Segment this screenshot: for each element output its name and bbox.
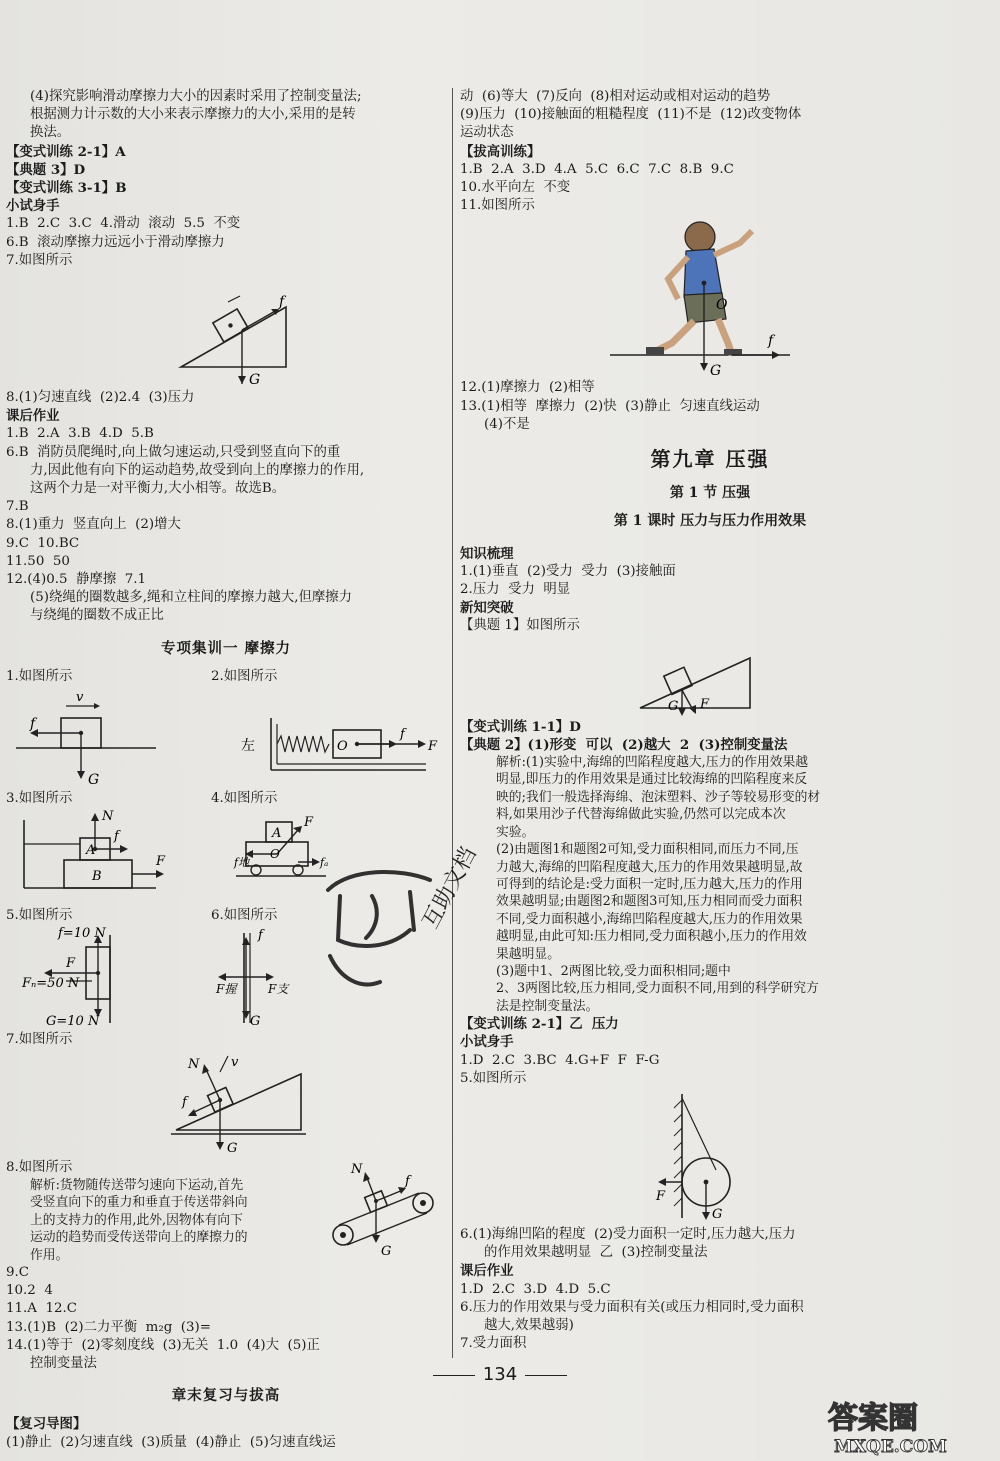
text-line: 1.D 2.C 3.BC 4.G+F F F-G	[460, 1052, 660, 1068]
answer-heading: 【典题 2】(1)形变 可以 (2)越大 2 (3)控制变量法	[460, 736, 788, 753]
label-F: F	[304, 815, 314, 831]
analysis-line: 映的;我们一般选择海绵、泡沫塑料、沙子等较易形变的材	[496, 789, 821, 805]
label-G: G	[250, 1014, 261, 1030]
label-O: O	[337, 739, 348, 755]
watermark-stamp	[310, 843, 482, 1030]
text-line: 越大,效果越弱)	[484, 1317, 574, 1333]
label-F: F	[428, 739, 438, 755]
page-number: 134	[482, 1364, 518, 1385]
text-line: 2.压力 受力 明显	[460, 582, 571, 598]
answer-heading: 【典题 3】D	[6, 161, 86, 178]
text-line: 7.如图所示	[6, 252, 73, 268]
left-column	[6, 88, 446, 1452]
label-v: v	[231, 1054, 239, 1070]
label-B: B	[92, 869, 102, 885]
text-line: 8.如图所示	[6, 1159, 73, 1175]
text-line: 9.C	[6, 1264, 30, 1280]
text-line: 根据测力计示数的大小来表示摩擦力的大小,采用的是转	[30, 107, 356, 123]
force-label-f: f	[279, 294, 285, 311]
section-title: 第 1 节 压强	[669, 485, 751, 502]
answer-heading: 【变式训练 1-1】D	[460, 718, 581, 735]
site-logo	[820, 1392, 990, 1458]
logo-site: MXQE.COM	[834, 1437, 947, 1457]
ball-on-wall-diagram	[460, 1090, 960, 1224]
right-column	[460, 88, 960, 1353]
label-v: v	[76, 690, 84, 706]
text-line: 11.50 50	[6, 553, 70, 569]
lesson-title: 第 1 课时 压力与压力作用效果	[613, 513, 807, 530]
label-f: f	[768, 333, 774, 350]
text-line: 11.如图所示	[460, 198, 535, 214]
text-line: 的作用效果越明显 乙 (3)控制变量法	[484, 1245, 708, 1261]
analysis-line: 上的支持力的作用,此外,因物体有向下	[30, 1212, 243, 1228]
analysis-line: 解析:(1)实验中,海绵的凹陷程度越大,压力的作用效果越	[496, 755, 809, 771]
text-line: 10.水平向左 不变	[460, 180, 571, 196]
answer-heading: 【变式训练 2-1】乙 压力	[460, 1016, 619, 1033]
text-line: 换法。	[30, 125, 71, 141]
text-line: 9.C 10.BC	[6, 535, 80, 551]
analysis-line: (2)由题图1和题图2可知,受力面积相同,而压力不同,压	[496, 842, 799, 858]
label-G: G	[668, 698, 679, 714]
text-line: 1.D 2.C 3.D 4.D 5.C	[460, 1281, 611, 1297]
label-A: A	[272, 826, 282, 842]
text-line: 7.B	[6, 499, 29, 515]
label-N: N	[102, 809, 114, 825]
label-O: O	[716, 297, 728, 314]
pressure-incline-diagram	[460, 638, 960, 716]
text-line: 6.B 滚动摩擦力远远小于滑动摩擦力	[6, 234, 225, 250]
text-line: 1.(1)垂直 (2)受力 受力 (3)接触面	[460, 563, 676, 579]
incline-block-diagram	[6, 272, 446, 387]
figure-7	[6, 1052, 446, 1157]
label-F: F	[700, 696, 710, 712]
text-line: 6.(1)海绵凹陷的程度 (2)受力面积一定时,压力越大,压力	[460, 1226, 796, 1242]
logo-brand: 答案圈	[828, 1401, 918, 1436]
text-line: 力,因此他有向下的运动趋势,故受到向上的摩擦力的作用,	[30, 462, 365, 478]
answer-heading: 【复习导图】	[6, 1416, 87, 1433]
label-G: G	[88, 772, 100, 789]
label-G: G	[712, 1206, 723, 1222]
analysis-line: 受竖直向下的重力和垂直于传送带斜向	[30, 1195, 248, 1211]
text-line: 8.(1)重力 竖直向上 (2)增大	[6, 517, 181, 533]
text-line: 1.B 2.A 3.B 4.D 5.B	[6, 426, 154, 442]
answer-heading: 【变式训练 2-1】A	[6, 143, 126, 160]
text-line: 7.受力面积	[460, 1336, 527, 1352]
text-line: (4)探究影响滑动摩擦力大小的因素时采用了控制变量法;	[30, 89, 362, 104]
label-f10: f=10 N	[58, 926, 106, 942]
analysis-line: 可得到的结论是:受力面积一定时,压力越大,压力的作用	[496, 876, 803, 892]
text-line: 【典题 1】如图所示	[460, 618, 580, 634]
analysis-line: 效果越明显;由题图2和题图3可知,压力相同而受力面积	[496, 894, 803, 910]
text-line: 11.A 12.C	[6, 1301, 78, 1317]
analysis-line: 明显,即压力的作用效果是通过比较海绵的凹陷程度来反	[496, 772, 808, 788]
figure-8-block	[6, 1159, 446, 1264]
label-left: 左	[241, 738, 255, 755]
text-line: 2.如图所示	[211, 668, 278, 684]
column-divider	[452, 88, 453, 1358]
text-line: 8.(1)匀速直线 (2)2.4 (3)压力	[6, 390, 195, 406]
runner-diagram	[460, 217, 960, 380]
text-line: 13.(1)相等 摩擦力 (2)快 (3)静止 匀速直线运动	[460, 398, 760, 414]
section-title: 章末复习与拔高	[171, 1387, 281, 1405]
label-N: N	[351, 1161, 363, 1177]
section-label: 新知突破	[460, 600, 514, 617]
label-Fn50: Fₙ=50 N	[22, 976, 80, 992]
footer-rule-left	[433, 1375, 475, 1376]
text-line: 4.如图所示	[211, 791, 278, 807]
text-line: (4)不是	[484, 416, 530, 432]
footer-rule-right	[525, 1375, 567, 1376]
text-line: (5)绕绳的圈数越多,绳和立柱间的摩擦力越大,但摩擦力	[30, 590, 353, 606]
text-line: (9)压力 (10)接触面的粗糙程度 (11)不是 (12)改变物体	[460, 107, 802, 123]
text-line: 1.B 2.C 3.C 4.滑动 滚动 5.5 不变	[6, 216, 241, 232]
chapter-title: 第九章 压强	[650, 447, 770, 472]
text-line: 3.如图所示	[6, 791, 73, 807]
text-line: 动 (6)等大 (7)反向 (8)相对运动或相对运动的趋势	[460, 89, 771, 104]
text-line: 10.2 4	[6, 1283, 53, 1299]
text-line: 6.B 消防员爬绳时,向上做匀速运动,只受到竖直向下的重	[6, 444, 341, 460]
page-footer	[400, 1364, 600, 1385]
text-line: 5.如图所示	[460, 1070, 527, 1086]
analysis-line: 不同,受力面积越小,海绵凹陷程度越大,压力的作用效果	[496, 911, 803, 927]
label-F: F	[656, 1188, 666, 1204]
text-line: 13.(1)B (2)二力平衡 m₂g (3)=	[6, 1319, 211, 1335]
analysis-line: 作用。	[30, 1247, 69, 1263]
section-label: 课后作业	[6, 408, 60, 425]
section-title: 专项集训一 摩擦力	[160, 639, 292, 657]
conveyor-belt-diagram	[321, 1157, 446, 1257]
figure-row	[6, 668, 446, 686]
text-line: 运动状态	[460, 125, 514, 141]
analysis-line: 法是控制变量法。	[496, 998, 599, 1014]
section-label: 知识梳理	[460, 545, 514, 562]
text-line: 12.(1)摩擦力 (2)相等	[460, 380, 595, 396]
label-f: f	[30, 716, 36, 733]
label-G10: G=10 N	[46, 1014, 100, 1030]
text-line: 14.(1)等于 (2)零刻度线 (3)无关 1.0 (4)大 (5)正	[6, 1337, 320, 1353]
text-line: 6.如图所示	[211, 908, 278, 924]
text-line: 5.如图所示	[6, 908, 73, 924]
force-label-G: G	[249, 372, 261, 389]
text-line: 1.B 2.A 3.D 4.A 5.C 6.C 7.C 8.B 9.C	[460, 161, 734, 177]
label-fA: fₐ	[320, 856, 329, 870]
label-N: N	[188, 1056, 200, 1072]
text-line: 这两个力是一对平衡力,大小相等。故选B。	[30, 481, 286, 497]
text-line: (1)静止 (2)匀速直线 (3)质量 (4)静止 (5)匀速直线运	[6, 1434, 336, 1450]
label-F: F	[66, 956, 76, 972]
text-line: 7.如图所示	[6, 1032, 73, 1048]
label-F-hold: F握	[216, 982, 237, 997]
label-G: G	[710, 363, 722, 380]
section-label: 小试身手	[6, 198, 60, 215]
section-label: 小试身手	[460, 1034, 514, 1051]
watermark-text: 互助文档	[418, 843, 482, 933]
label-A: A	[86, 843, 96, 859]
text-line: 控制变量法	[30, 1355, 97, 1371]
figure-row	[6, 790, 446, 808]
label-F-support: F支	[268, 982, 289, 997]
analysis-line: 力越大,海绵的凹陷程度越大,压力的作用效果越明显,故	[496, 859, 803, 875]
figures-1-2	[6, 688, 446, 788]
analysis-line: 实验。	[496, 824, 535, 840]
text-line: 1.如图所示	[6, 668, 73, 684]
analysis-line: (3)题中1、2两图比较,受力面积相同;题中	[496, 963, 731, 979]
analysis-line: 果越明显。	[496, 946, 560, 962]
label-f-ground: f地	[234, 856, 250, 870]
label-O: O	[270, 847, 280, 862]
analysis-line: 越明显,由此可知:压力相同,受力面积越小,压力的作用效	[496, 929, 807, 945]
label-F: F	[156, 854, 166, 870]
label-f: f	[400, 727, 405, 743]
analysis-line: 运动的趋势而受传送带向上的摩擦力的	[30, 1230, 248, 1246]
label-f: f	[258, 928, 263, 944]
text-line: 与绕绳的圈数不成正比	[30, 608, 164, 624]
section-label: 课后作业	[460, 1263, 514, 1280]
label-f: f	[182, 1094, 187, 1110]
analysis-line: 2、3两图比较,压力相同,受力面积不同,用到的科学研究方	[496, 981, 819, 997]
label-G: G	[381, 1243, 392, 1259]
label-f: f	[114, 829, 119, 845]
label-f: f	[405, 1173, 410, 1189]
analysis-line: 料,如果用沙子代替海绵做此实验,仍然可以完成本次	[496, 807, 786, 823]
answer-heading: 【变式训练 3-1】B	[6, 180, 127, 197]
analysis-line: 解析:货物随传送带匀速向下运动,首先	[30, 1177, 244, 1193]
label-G: G	[227, 1140, 238, 1156]
text-line: 6.压力的作用效果与受力面积有关(或压力相同时,受力面积	[460, 1299, 804, 1315]
answer-heading: 【拔高训练】	[460, 143, 541, 160]
text-line: 12.(4)0.5 静摩擦 7.1	[6, 572, 147, 588]
